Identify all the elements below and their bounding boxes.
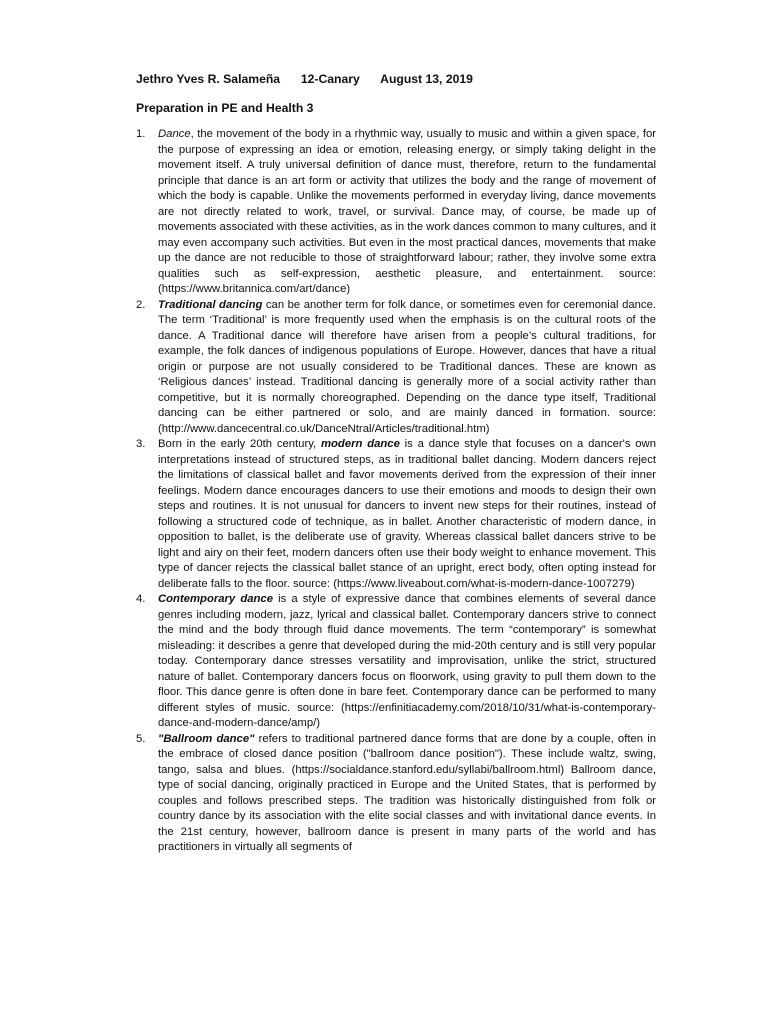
document-header xyxy=(136,72,487,86)
item-body-text: is a dance style that focuses on a dancer's own interpretations instead of structured steps, as in traditional ballet dancing. Modern dancers reject the limitations of classical ballet and favor movements derived from the expression of their inner feelings. Modern dance encourages dancers to use their emotions and moods to design their own steps and routines. It is not unusual for dancers to invent new steps for their routines, instead of following a structured code of technique, as in ballet. Another characteristic of modern dance, in opposition to ballet, is the deliberate use of gravity. Whereas classical ballet dancers strive to be light and airy on their feet, modern dancers often use their body weight to enhance movement. This type of dancer rejects the classical ballet stance of an upright, erect body, often opting instead for deliberate falls to the floor. source: (https://www.liveabout.com/what-is-modern-dance-1007279) xyxy=(158,438,656,590)
document-subtitle: Preparation in PE and Health 3 xyxy=(136,101,314,115)
item-body-text: refers to traditional partnered dance forms that are done by a couple, often in the embrace of closed dance position ("ballroom dance position"). These include waltz, swing, tango, salsa and blues. (https://socialdance.stanford.edu/syllabi/ballroom.html) Ballroom dance, type of social dancing, originally practiced in Europe and the United States, that is performed by couples and follows prescribed steps. The tradition was historically distinguished from folk or country dance by its association with the elite social classes and with invitational dance events. In the 21st century, however, ballroom dance is present in many parts of the world and has practitioners in virtually all segments of xyxy=(158,732,656,853)
author-name: Jethro Yves R. Salameña xyxy=(136,72,281,86)
list-item xyxy=(136,592,656,732)
item-term: Traditional dancing xyxy=(158,298,263,311)
list-number: 1. xyxy=(136,128,146,140)
section-name: 12-Canary xyxy=(300,72,360,86)
item-body-text: can be another term for folk dance, or sometimes even for ceremonial dance. The term ‘Traditional’ is more frequently used when the emphasis is on the cultural roots of the dance. A Traditional dance will therefore have arisen from a people’s cultural traditions, for example, the folk dances of indigenous populations of Europe. However, dances that have a ritual origin or purpose are not usually considered to be Traditional dances. These are known as ‘Religious dances’ instead. Traditional dancing is generally more of a social activity rather than competitive, but it is normally choreographed. Depending on the dance type itself, Traditional dancing can be either partnered or solo, and are mainly danced in formation. source: (http://www.dancecentral.co.uk/DanceNtral/Articles/traditional.htm) xyxy=(158,298,657,435)
item-body-text: is a style of expressive dance that combines elements of several dance genres including modern, jazz, lyrical and classical ballet. Contemporary dancers strive to connect the mind and the body through fluid dance movements. The term “contemporary” is somewhat misleading: it describes a genre that developed during the mid-20th century and is still very popular today. Contemporary dance stresses versatility and improvisation, unlike the strict, structured nature of ballet. Contemporary dancers focus on floorwork, using gravity to pull them down to the floor. This dance genre is often done in bare feet. Contemporary dance can be performed to many different styles of music. source: (https://enfinitiacademy.com/2018/10/31/what-is-contemporary-dance-and-modern-dance/amp/) xyxy=(158,593,656,729)
item-term: "Ballroom dance" xyxy=(158,732,255,745)
numbered-list xyxy=(136,127,656,856)
list-item xyxy=(136,732,656,856)
list-number: 5. xyxy=(136,732,146,745)
item-body-text: , the movement of the body in a rhythmic way, usually to music and within a given space, for the purpose of expressing an idea or emotion, releasing energy, or simply taking delight in the movement itself. A truly universal definition of dance must, therefore, return to the fundamental principle that dance is an art form or activity that utilizes the body and the range of movement of which the body is capable. Unlike the movements performed in everyday living, dance movements are not directly related to work, travel, or survival. Dance may, of course, be made up of movements associated with these activities, as in the work dances common to many cultures, and it may even accompany such activities. But even in the most practical dances, movements that make up the dance are not reducible to those of straightforward labour; rather, they involve some extra qualities such as self-expression, aesthetic pleasure, and entertainment. source: (https://www.britannica.com/art/dance) xyxy=(158,128,656,295)
document-date: August 13, 2019 xyxy=(380,72,473,86)
item-term: modern dance xyxy=(320,438,400,450)
item-term: Dance xyxy=(158,128,191,140)
list-number: 3. xyxy=(136,438,146,450)
list-item xyxy=(136,437,656,592)
item-pre-text: Born in the early 20th century, xyxy=(158,438,321,450)
list-item xyxy=(136,298,656,438)
list-item xyxy=(136,127,656,298)
list-number: 4. xyxy=(136,593,146,605)
item-term: Contemporary dance xyxy=(158,593,273,605)
list-number: 2. xyxy=(136,298,146,311)
